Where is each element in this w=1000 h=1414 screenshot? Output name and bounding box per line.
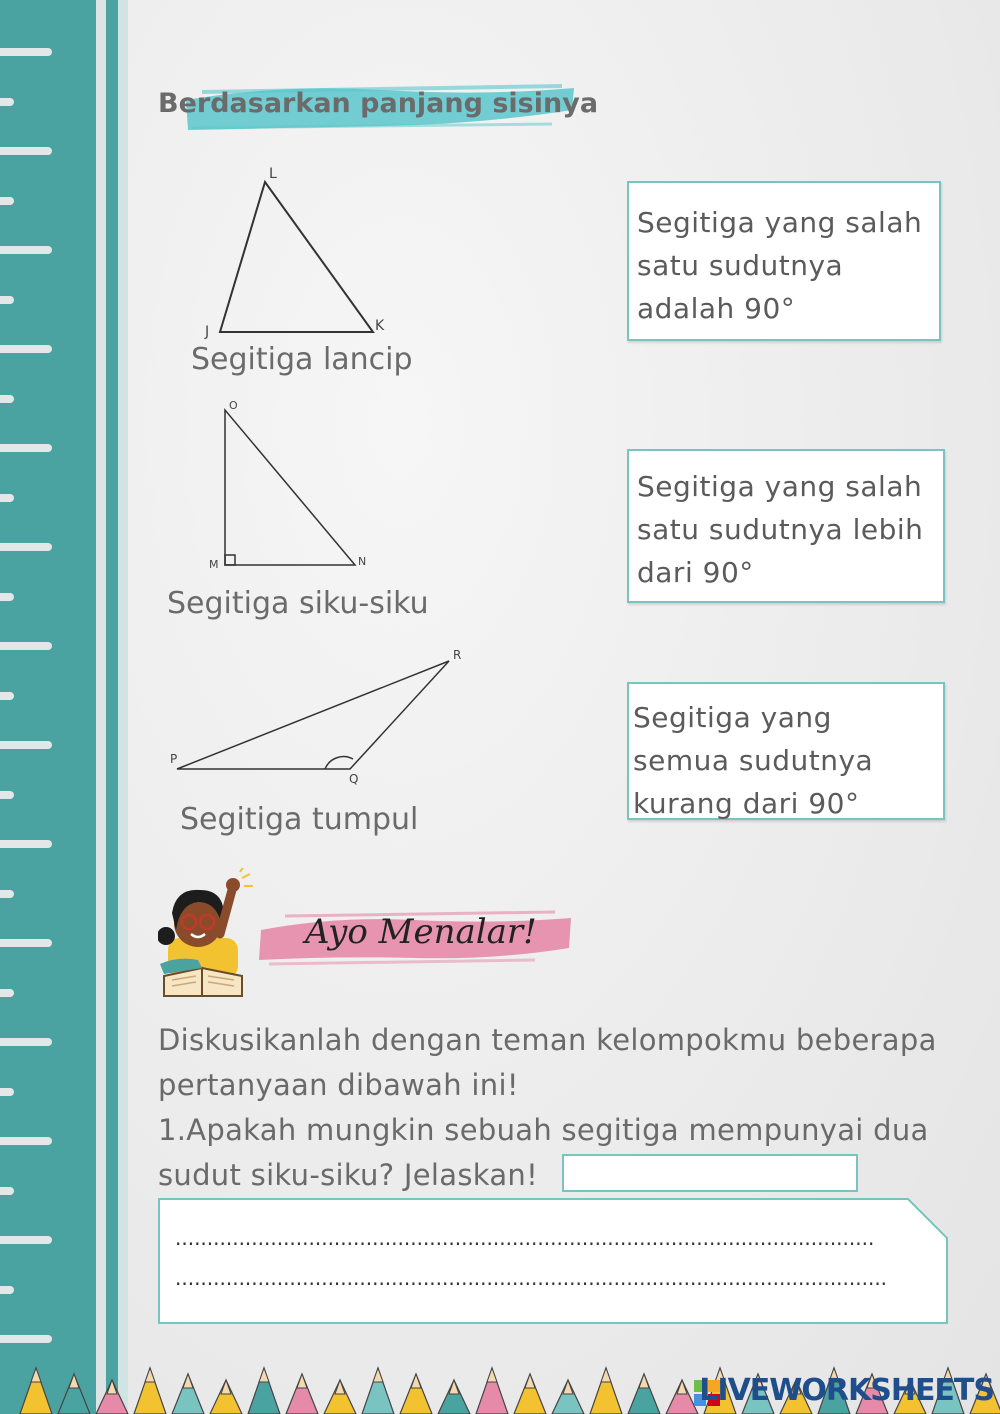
ruler-tick [0,147,52,155]
short-answer-input[interactable] [562,1154,858,1192]
ruler-tick [0,890,14,898]
section-heading: Berdasarkan panjang sisinya [158,88,599,119]
vertex-label-P: P [170,752,178,766]
label-obtuse-triangle: Segitiga tumpul [180,802,419,837]
pencil-shape [172,1374,204,1414]
vertex-label-J: J [205,324,210,340]
vertex-label-O: O [229,399,238,412]
ruler-tick [0,1088,14,1096]
acute-triangle-figure [195,160,405,345]
ruler-tick [0,939,52,947]
pencil-shape [286,1374,318,1414]
pencil-shape [362,1368,394,1414]
ruler-tick [0,692,14,700]
pencil-shape [514,1374,546,1414]
definition-card-obtuse[interactable]: Segitiga yang salah satu sudutnya lebih dari 90° [627,449,945,603]
pencil-shape [248,1368,280,1414]
ruler-tick [0,197,14,205]
ruler-tick [0,1286,14,1294]
ruler-tick [0,741,52,749]
ruler-tick [0,1137,52,1145]
vertex-label-N: N [358,555,367,568]
ruler-tick [0,840,52,848]
ruler-tick [0,1236,52,1244]
label-right-triangle: Segitiga siku-siku [167,586,429,621]
question-1: 1.Apakah mungkin sebuah segitiga mempunyai dua sudut siku-siku? Jelaskan! [158,1113,929,1192]
pencil-shape [552,1380,584,1414]
pencil-shape [628,1374,660,1414]
long-answer-box[interactable] [158,1198,948,1324]
ruler-tick [0,395,14,403]
ruler-tick [0,1187,14,1195]
intro-text: Diskusikanlah dengan teman kelompokmu beberapa pertanyaan dibawah ini! [158,1023,937,1102]
ruler-tick [0,1038,52,1046]
ruler-tick [0,593,14,601]
ruler-tick [0,98,14,106]
pencil-shape [96,1380,128,1414]
obtuse-triangle-figure [165,645,475,785]
reasoning-title: Ayo Menalar! [305,912,537,952]
ruler-tick [0,1335,52,1343]
ruler-sidebar [0,0,128,1414]
pencil-shape [438,1380,470,1414]
vertex-label-R: R [453,648,462,662]
girl-reading-illustration [158,868,258,998]
pencil-shape [20,1368,52,1414]
pencil-shape [476,1368,508,1414]
pencil-shape [400,1374,432,1414]
ruler-tick [0,494,14,502]
ruler-tick [0,989,14,997]
ruler-tick [0,246,52,254]
ruler-tick [0,444,52,452]
answer-line-1: .............................................................................................................. [175,1226,875,1250]
ruler-tick [0,48,52,56]
ruler-tick [0,791,14,799]
pencil-shape [134,1368,166,1414]
vertex-label-Q: Q [349,772,359,785]
vertex-label-M: M [209,558,219,571]
vertex-label-L: L [269,166,277,182]
liveworksheets-watermark: LIVEWORKSHEETS [699,1373,994,1408]
ruler-tick [0,345,52,353]
definition-card-acute[interactable]: Segitiga yang semua sudutnya kurang dari 90° [627,682,945,820]
answer-line-2: ................................................................................................................ [175,1266,888,1290]
pencil-shape [210,1380,242,1414]
right-triangle-figure [205,395,380,575]
pencil-shape [324,1380,356,1414]
label-acute-triangle: Segitiga lancip [191,342,413,377]
ruler-tick [0,296,14,304]
vertex-label-K: K [375,318,385,334]
ruler-tick [0,543,52,551]
pencil-shape [58,1374,90,1414]
pencil-shape [590,1368,622,1414]
definition-card-right-angle[interactable]: Segitiga yang salah satu sudutnya adalah 90° [627,181,941,341]
ruler-tick [0,642,52,650]
